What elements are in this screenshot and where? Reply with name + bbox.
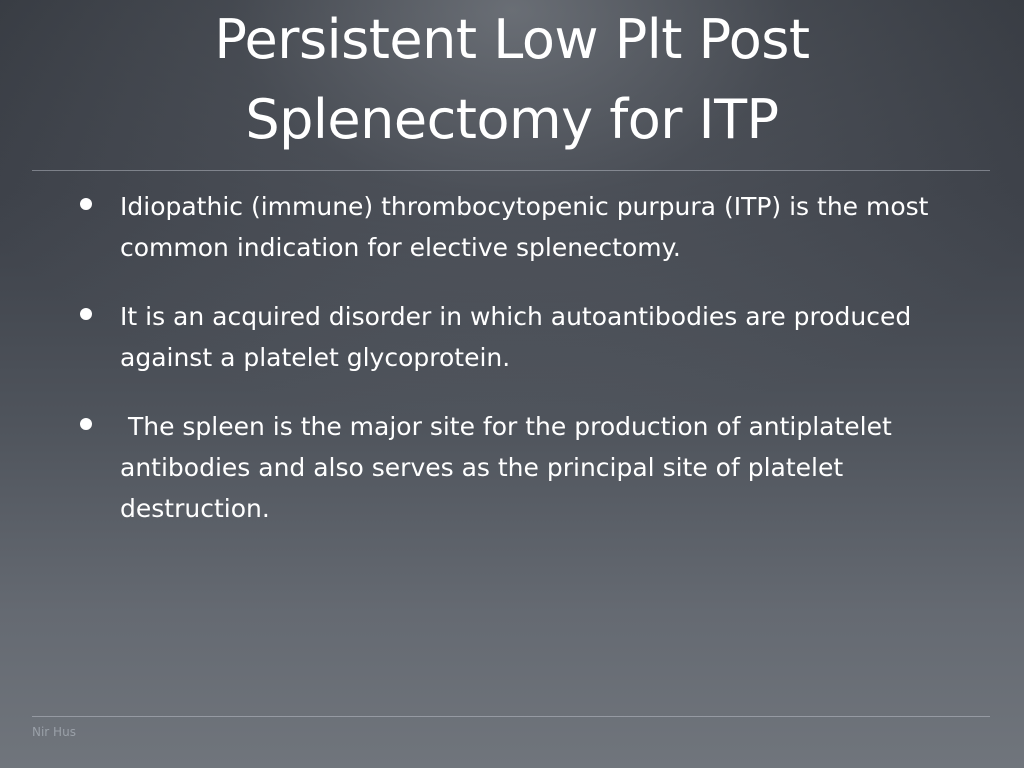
bullet-item <box>80 186 960 268</box>
bullet-text: The spleen is the major site for the production of antiplatelet antibodies and also serves as the principal site of platelet destruction. <box>120 412 900 523</box>
footer-author: Nir Hus <box>32 725 76 739</box>
slide-title <box>0 0 1024 168</box>
bullet-list <box>80 186 960 557</box>
slide-title-line-1: Persistent Low Plt Post <box>214 8 810 71</box>
bullet-dot-icon <box>80 198 92 210</box>
bullet-item <box>80 296 960 378</box>
bullet-dot-icon <box>80 418 92 430</box>
bullet-dot-icon <box>80 308 92 320</box>
footer-divider <box>32 716 990 717</box>
bullet-text: Idiopathic (immune) thrombocytopenic purpura (ITP) is the most common indication for elective splenectomy. <box>120 192 929 262</box>
bullet-text: It is an acquired disorder in which autoantibodies are produced against a platelet glycoprotein. <box>120 302 912 372</box>
title-divider <box>32 170 990 171</box>
slide-title-line-2: Splenectomy for ITP <box>245 88 779 151</box>
bullet-item <box>80 406 960 529</box>
